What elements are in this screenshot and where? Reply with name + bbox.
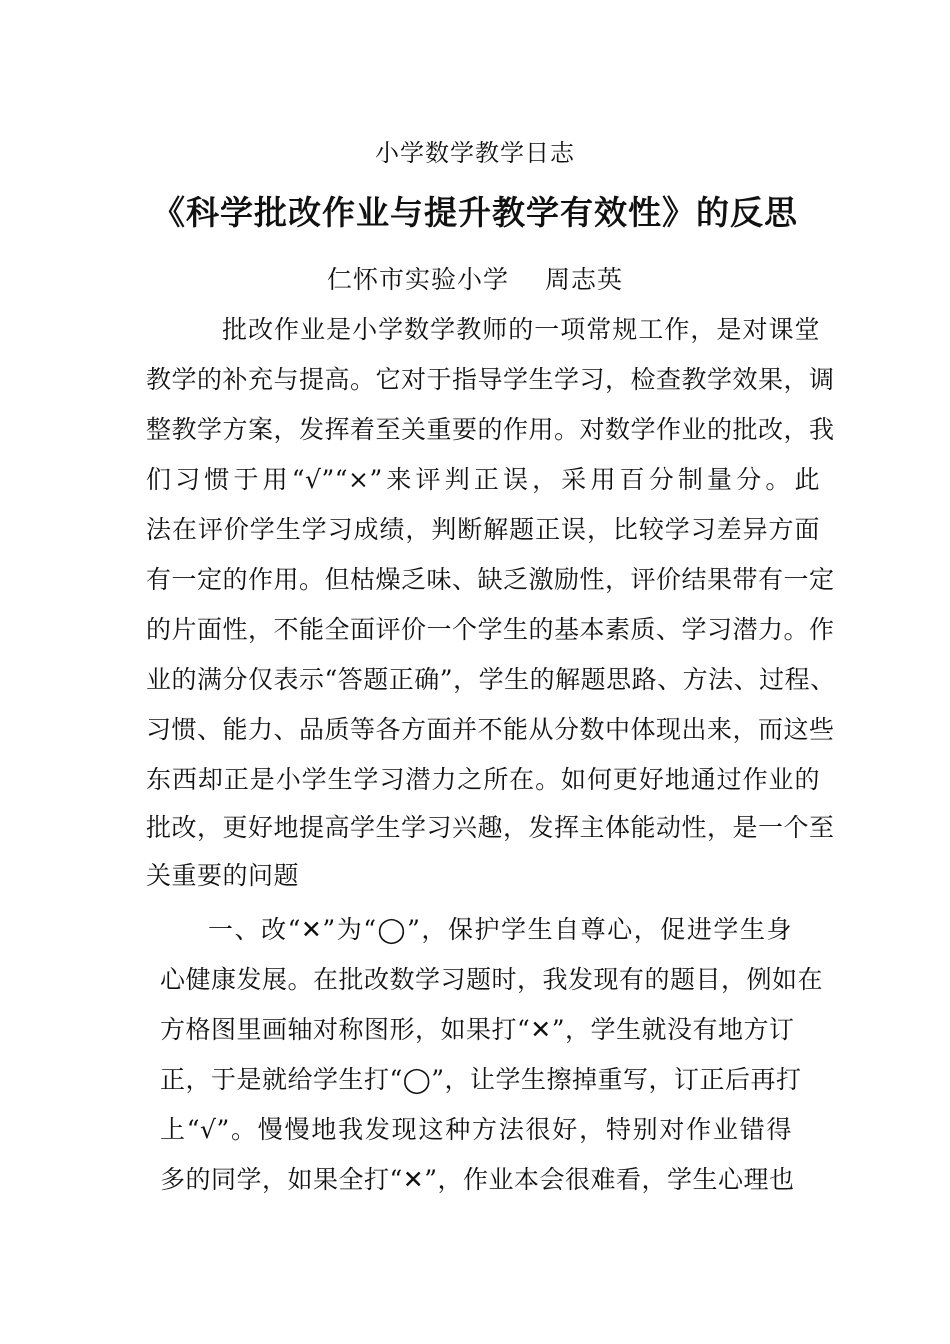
paragraph-line: 正，于是就给学生打“◯”，让学生擦掉重写，订正后再打: [160, 1065, 802, 1094]
author-name: 周志英: [545, 265, 624, 294]
document-title: 《科学批改作业与提升教学有效性》的反思: [152, 193, 798, 232]
school-name: 仁怀市实验小学: [326, 265, 509, 294]
paragraph-line: 东西却正是小学生学习潜力之所在。如何更好地通过作业的: [146, 765, 820, 794]
byline: [0, 260, 950, 296]
paragraph-line: 方格图里画轴对称图形，如果打“✕”，学生就没有地方订: [160, 1015, 795, 1044]
paragraph-line: 一、改“✕”为“◯”，保护学生自尊心，促进学生身: [208, 915, 792, 944]
paragraph-line: 们习惯于用“√”“×”来评判正误，采用百分制量分。此: [146, 465, 820, 494]
paragraph-line: 法在评价学生学习成绩，判断解题正误，比较学习差异方面: [146, 515, 820, 544]
document-subtitle: 小学数学教学日志: [375, 139, 575, 167]
paragraph-line: 习惯、能力、品质等各方面并不能从分数中体现出来，而这些: [146, 715, 835, 744]
paragraph-line: 关重要的问题: [146, 861, 300, 890]
paragraph-line: 教学的补充与提高。它对于指导学生学习，检查教学效果，调: [146, 365, 835, 394]
paragraph-line: 整教学方案，发挥着至关重要的作用。对数学作业的批改，我: [146, 415, 835, 444]
paragraph-line: 多的同学，如果全打“✕”，作业本会很难看，学生心理也: [160, 1165, 795, 1194]
paragraph-line: 批改作业是小学数学教师的一项常规工作，是对课堂: [222, 315, 820, 344]
paragraph-line: 心健康发展。在批改数学习题时，我发现有的题目，例如在: [160, 965, 824, 994]
paragraph-line: 上“√”。慢慢地我发现这种方法很好，特别对作业错得: [160, 1115, 792, 1144]
paragraph-line: 有一定的作用。但枯燥乏味、缺乏激励性，评价结果带有一定: [146, 565, 835, 594]
paragraph-line: 的片面性，不能全面评价一个学生的基本素质、学习潜力。作: [146, 615, 835, 644]
paragraph-line: 业的满分仅表示“答题正确”，学生的解题思路、方法、过程、: [146, 665, 836, 694]
paragraph-line: 批改，更好地提高学生学习兴趣，发挥主体能动性，是一个至: [146, 813, 835, 842]
